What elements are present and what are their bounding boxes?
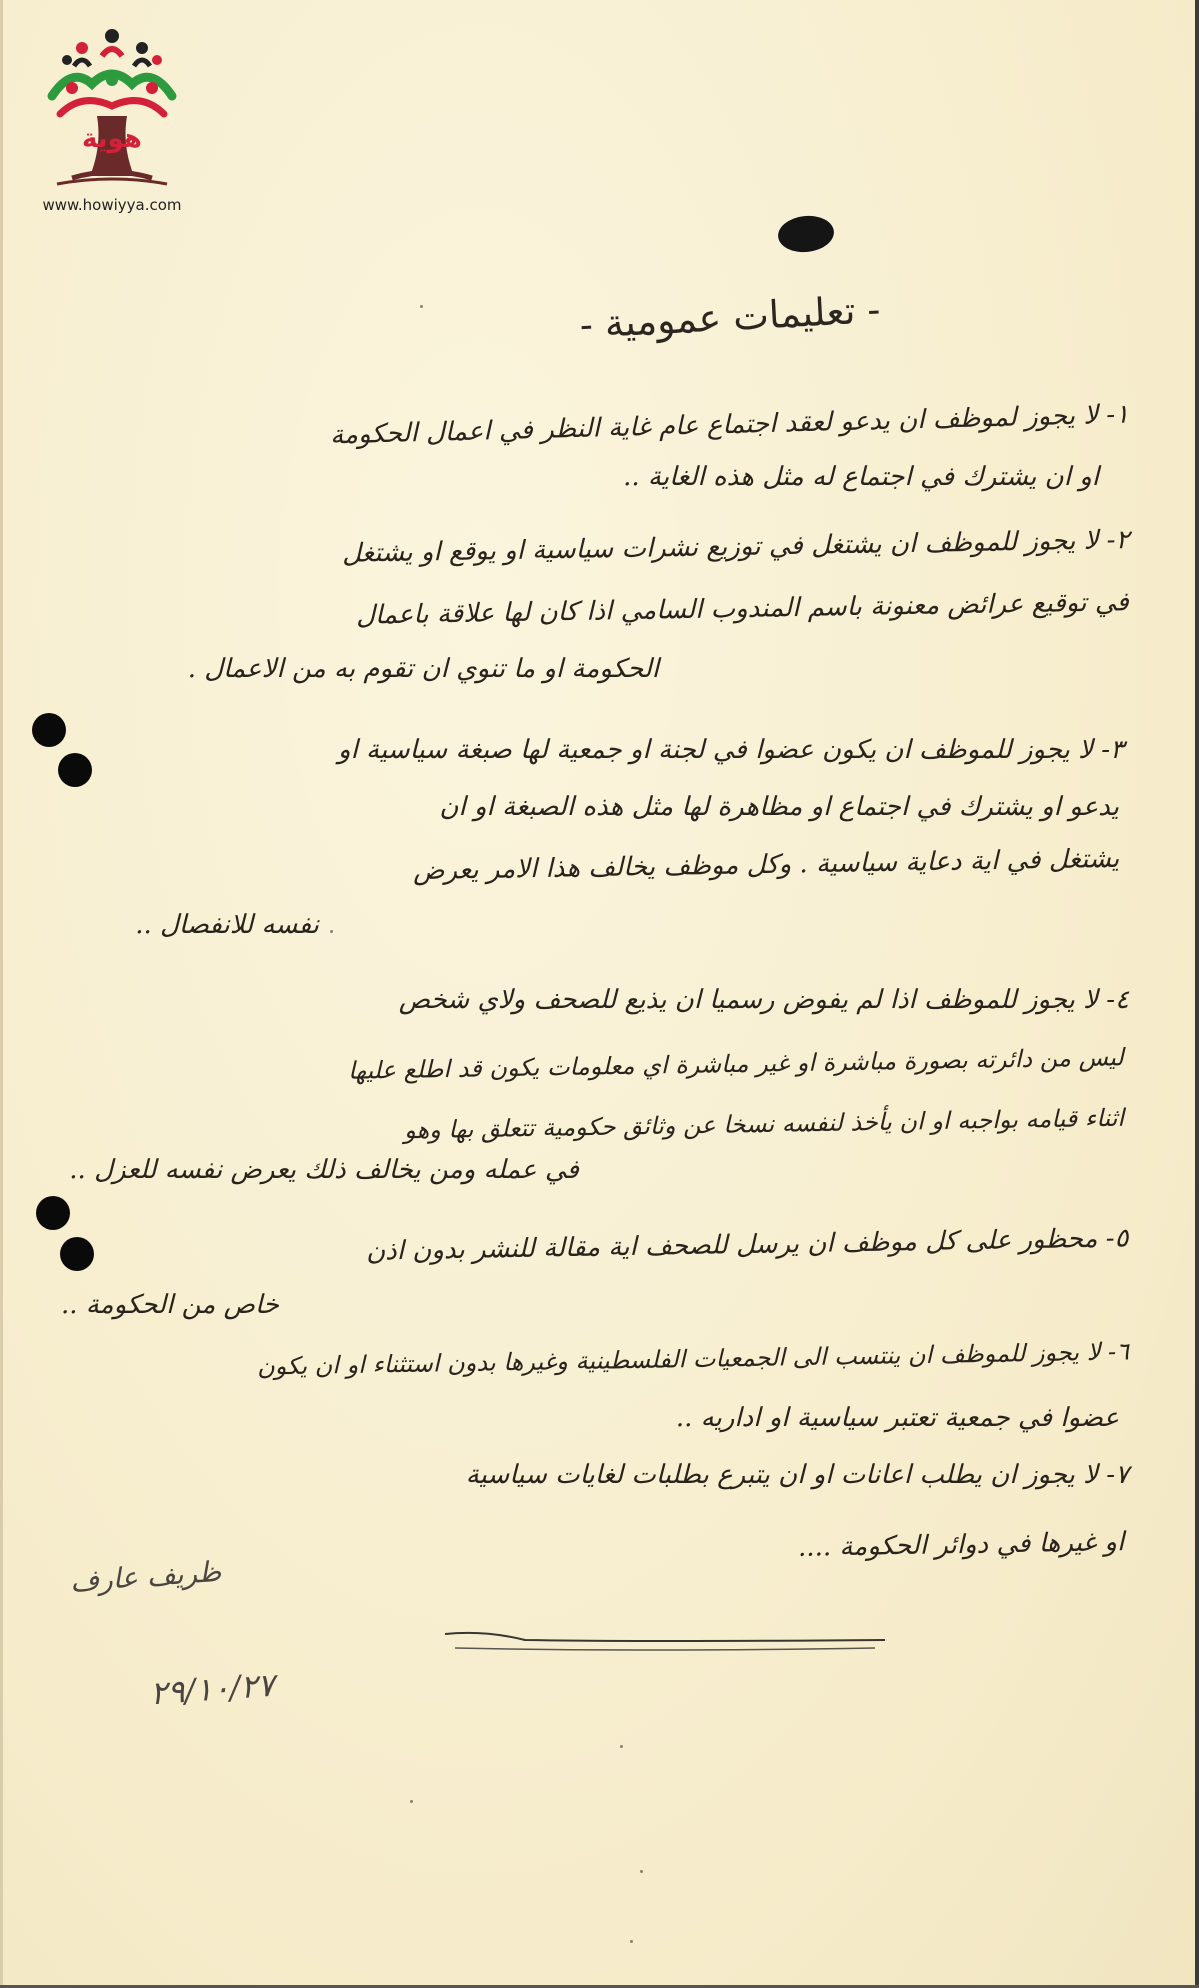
paragraph-3-line-2: يدعو او يشترك في اجتماع او مظاهرة لها مثل هذه الصبغة او ان: [439, 792, 1119, 822]
paragraph-3-line-4: نفسه للانفصال ..: [135, 910, 319, 940]
paragraph-2-line-2: في توقيع عرائض معنونة باسم المندوب السامي اذا كان لها علاقة باعمال: [355, 587, 1130, 631]
paragraph-1-line-2: او ان يشترك في اجتماع له مثل هذه الغاية ..: [623, 462, 1099, 492]
paragraph-5-line-1: ٥- محظور على كل موظف ان يرسل للصحف اية مقالة للنشر بدون اذن: [366, 1223, 1130, 1267]
paragraph-4-line-3: اثناء قيامه بواجبه او ان يأخذ لنفسه نسخا عن وثائق حكومية تتعلق بها وهو: [403, 1103, 1125, 1145]
document-title: - تعليمات عمومية -: [578, 287, 882, 347]
punch-hole: [58, 753, 92, 787]
howiyya-logo: [22, 26, 202, 216]
logo-wordmark: هوية: [82, 124, 142, 154]
paragraph-2-line-1: ٢- لا يجوز للموظف ان يشتغل في توزيع نشرات سياسية او يوقع او يشتغل: [341, 525, 1130, 569]
paragraph-7-line-2: او غيرها في دوائر الحكومة ....: [797, 1527, 1125, 1563]
paragraph-5-line-2: خاص من الحكومة ..: [60, 1290, 279, 1320]
punch-hole: [32, 713, 66, 747]
paragraph-7-line-1: ٧- لا يجوز ان يطلب اعانات او ان يتبرع بطلبات لغايات سياسية: [465, 1460, 1129, 1490]
scan-edge-left: [0, 0, 3, 1988]
family-tree-icon: [42, 26, 182, 196]
scan-speck: [640, 1870, 643, 1873]
paragraph-1-line-1: ١- لا يجوز لموظف ان يدعو لعقد اجتماع عام غاية النظر في اعمال الحكومة: [329, 399, 1130, 451]
logo-url: www.howiyya.com: [42, 196, 182, 214]
paragraph-2-line-3: الحكومة او ما تنوي ان تقوم به من الاعمال .: [187, 654, 659, 684]
ink-blot: [776, 213, 835, 255]
scan-speck: [330, 930, 333, 933]
paragraph-6-line-2: عضوا في جمعية تعتبر سياسية او اداريه ..: [675, 1403, 1119, 1433]
paragraph-4-line-2: ليس من دائرته بصورة مباشرة او غير مباشرة اي معلومات يكون قد اطلع عليها: [348, 1043, 1125, 1085]
paragraph-3-line-3: يشتغل في اية دعاية سياسية . وكل موظف يخالف هذا الامر يعرض: [412, 843, 1120, 887]
scan-edge-right: [1195, 0, 1199, 1988]
paragraph-6-line-1: ٦- لا يجوز للموظف ان ينتسب الى الجمعيات الفلسطينية وغيرها بدون استثناء او ان يكون: [256, 1337, 1130, 1381]
scan-speck: [630, 1940, 633, 1943]
paragraph-3-line-1: ٣- لا يجوز للموظف ان يكون عضوا في لجنة او جمعية لها صبغة سياسية او: [338, 735, 1124, 765]
separator-rule: [445, 1628, 885, 1654]
document-date: ٢٩/١٠/٢٧: [148, 1665, 276, 1713]
punch-hole: [60, 1237, 94, 1271]
paragraph-4-line-4: في عمله ومن يخالف ذلك يعرض نفسه للعزل ..: [69, 1155, 579, 1185]
scan-speck: [410, 1800, 413, 1803]
signature: ظريف عارف: [69, 1554, 223, 1599]
paragraph-4-line-1: ٤- لا يجوز للموظف اذا لم يفوض رسميا ان يذيع للصحف ولاي شخص: [398, 985, 1129, 1015]
punch-hole: [36, 1196, 70, 1230]
scan-speck: [420, 305, 423, 308]
scan-speck: [620, 1745, 623, 1748]
